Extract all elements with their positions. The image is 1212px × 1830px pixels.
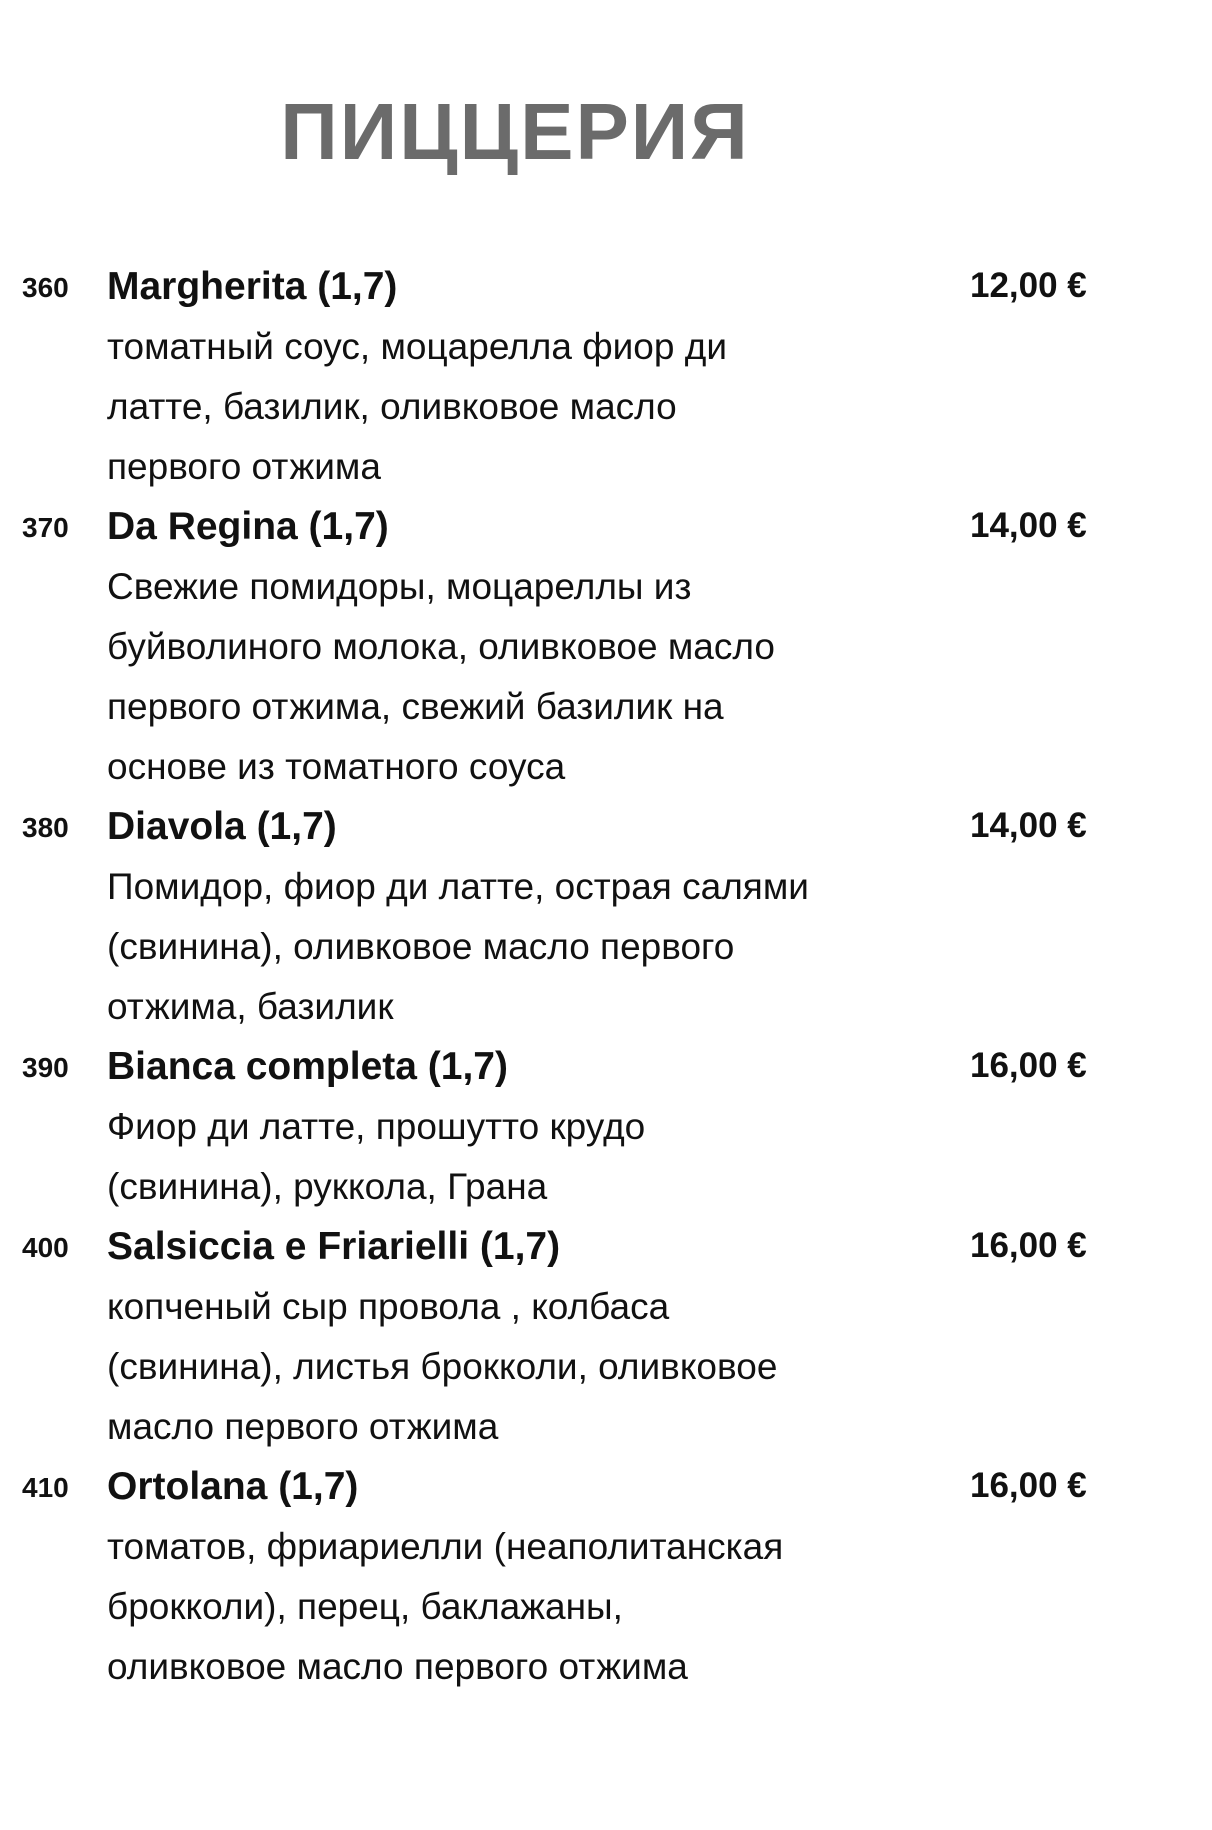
- item-description: [107, 1517, 927, 1697]
- menu-item: [0, 257, 1212, 497]
- item-description: [107, 1277, 927, 1457]
- menu-list: [0, 257, 1212, 1697]
- item-name: Ortolana (1,7): [107, 1465, 359, 1508]
- page-title: ПИЦЦЕРИЯ: [280, 87, 750, 176]
- item-name: Salsiccia e Friarielli (1,7): [107, 1225, 561, 1268]
- item-number: 410: [22, 1472, 69, 1503]
- menu-item: [0, 1037, 1212, 1217]
- item-number: 400: [22, 1232, 69, 1263]
- menu-item: [0, 1217, 1212, 1457]
- item-number: 370: [22, 512, 69, 543]
- description-line: томатный соус, моцарелла фиор ди: [107, 326, 728, 367]
- menu-item: [0, 1457, 1212, 1697]
- description-line: (свинина), руккола, Грана: [107, 1166, 548, 1207]
- item-price: 16,00 €: [970, 1226, 1087, 1265]
- description-line: (свинина), оливковое масло первого: [107, 926, 735, 967]
- item-description: [107, 317, 927, 497]
- description-line: основе из томатного соуса: [107, 746, 566, 787]
- item-description: [107, 1097, 927, 1217]
- description-line: Свежие помидоры, моцареллы из: [107, 566, 692, 607]
- description-line: Помидор, фиор ди латте, острая салями: [107, 866, 809, 907]
- item-price: 12,00 €: [970, 266, 1087, 305]
- description-line: томатов, фриариелли (неаполитанская: [107, 1526, 784, 1567]
- menu-item: [0, 797, 1212, 1037]
- description-line: первого отжима: [107, 446, 381, 487]
- description-line: отжима, базилик: [107, 986, 394, 1027]
- description-line: буйволиного молока, оливковое масло: [107, 626, 775, 667]
- item-number: 360: [22, 272, 69, 303]
- description-line: масло первого отжима: [107, 1406, 499, 1447]
- description-line: копченый сыр провола , колбаса: [107, 1286, 670, 1327]
- description-line: Фиор ди латте, прошутто крудо: [107, 1106, 646, 1147]
- item-price: 14,00 €: [970, 506, 1087, 545]
- menu-item: [0, 497, 1212, 797]
- item-name: Diavola (1,7): [107, 805, 337, 848]
- item-price: 16,00 €: [970, 1466, 1087, 1505]
- item-number: 390: [22, 1052, 69, 1083]
- description-line: первого отжима, свежий базилик на: [107, 686, 724, 727]
- description-line: (свинина), листья брокколи, оливковое: [107, 1346, 778, 1387]
- item-description: [107, 857, 927, 1037]
- item-price: 14,00 €: [970, 806, 1087, 845]
- description-line: оливковое масло первого отжима: [107, 1646, 688, 1687]
- item-name: Da Regina (1,7): [107, 505, 389, 548]
- item-description: [107, 557, 927, 797]
- item-name: Margherita (1,7): [107, 265, 398, 308]
- item-number: 380: [22, 812, 69, 843]
- item-price: 16,00 €: [970, 1046, 1087, 1085]
- description-line: латте, базилик, оливковое масло: [107, 386, 677, 427]
- description-line: брокколи), перец, баклажаны,: [107, 1586, 623, 1627]
- item-name: Bianca completa (1,7): [107, 1045, 508, 1088]
